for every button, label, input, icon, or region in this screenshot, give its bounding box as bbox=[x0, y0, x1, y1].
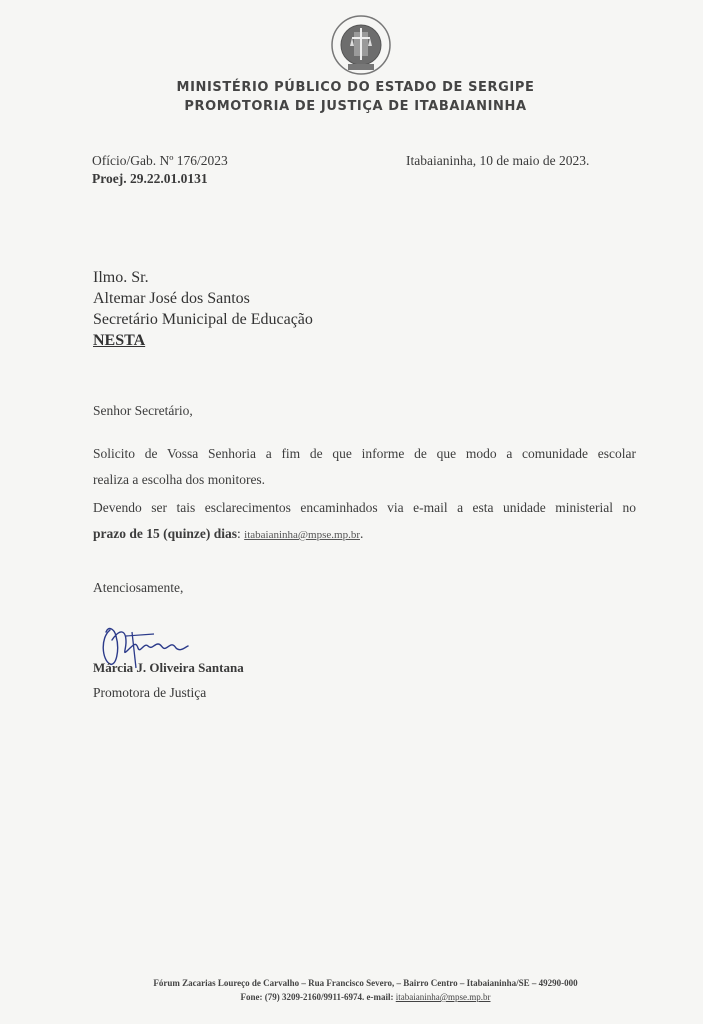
paragraph-1-line-2: realiza a escolha dos monitores. bbox=[93, 472, 266, 487]
email-link[interactable]: itabaianinha@mpse.mp.br bbox=[244, 529, 360, 541]
footer-phone: Fone: (79) 3209-2160/9911-6974. e-mail: bbox=[240, 992, 396, 1002]
institution-title: MINISTÉRIO PÚBLICO DO ESTADO DE SERGIPE bbox=[176, 80, 535, 95]
oficio-number: Ofício/Gab. Nº 176/2023 bbox=[92, 153, 228, 168]
proej-number: Proej. 29.22.01.0131 bbox=[92, 171, 208, 186]
institution-subtitle: PROMOTORIA DE JUSTIÇA DE ITABAIANINHA bbox=[184, 99, 527, 114]
letter-date: Itabaianinha, 10 de maio de 2023. bbox=[406, 153, 590, 168]
addressee-name: Altemar José dos Santos bbox=[93, 290, 250, 307]
paragraph-1-line-1: Solicito de Vossa Senhoria a fim de que informe de que modo a comunidade escolar bbox=[93, 446, 636, 461]
addressee-title: Secretário Municipal de Educação bbox=[93, 311, 313, 328]
paragraph-2-line-2 bbox=[93, 526, 363, 542]
closing: Atenciosamente, bbox=[93, 580, 184, 595]
footer-address: Fórum Zacarias Loureço de Carvalho – Rua Francisco Severo, – Bairro Centro – Itabaianinha/SE – 49290-000 bbox=[153, 978, 578, 988]
deadline-text: prazo de 15 (quinze) dias bbox=[93, 526, 238, 541]
addressee-location: NESTA bbox=[93, 332, 146, 349]
footer-email-link[interactable]: itabaianinha@mpse.mp.br bbox=[395, 992, 491, 1002]
paragraph-2-line-1: Devendo ser tais esclarecimentos encaminhados via e-mail a esta unidade ministerial no bbox=[93, 500, 636, 515]
paragraph-end: . bbox=[359, 526, 364, 541]
signatory-name: Márcia J. Oliveira Santana bbox=[93, 660, 244, 675]
addressee-honorific: Ilmo. Sr. bbox=[93, 269, 149, 286]
footer-contact bbox=[14, 992, 703, 1002]
signatory-role: Promotora de Justiça bbox=[93, 685, 207, 700]
salutation: Senhor Secretário, bbox=[93, 403, 193, 418]
deadline-colon: : bbox=[237, 526, 245, 541]
ministry-seal-icon bbox=[330, 14, 392, 76]
